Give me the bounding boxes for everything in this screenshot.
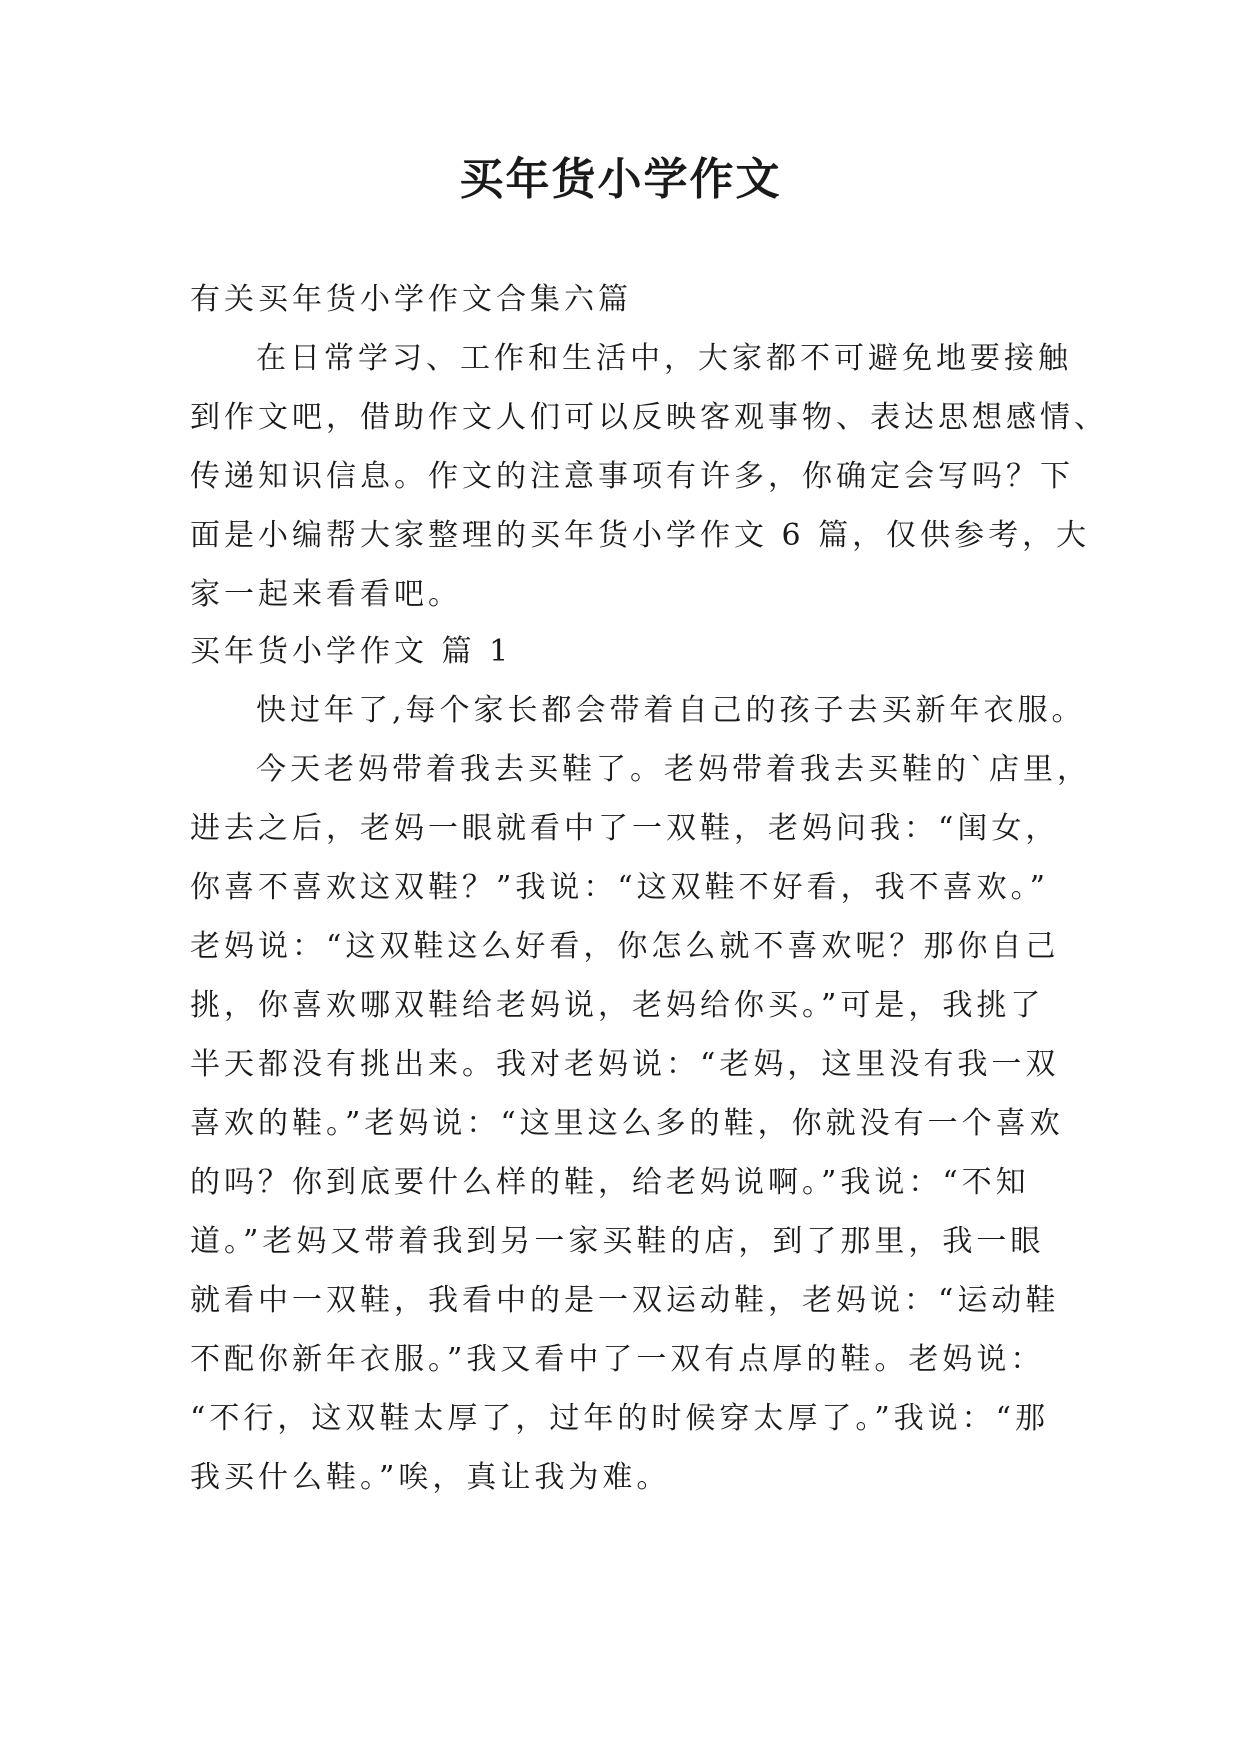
- story-line: 今天老妈带着我去买鞋了。老妈带着我去买鞋的`店里，: [256, 752, 1091, 787]
- section-heading-text: 买年货小学作文 篇 1: [190, 634, 513, 669]
- section-heading: [190, 622, 1064, 681]
- intro-line: 传递知识信息。作文的注意事项有许多，你确定会写吗？下: [190, 459, 1074, 494]
- collection-heading: [190, 270, 1064, 329]
- story-line: 半天都没有挑出来。我对老妈说：“老妈，这里没有我一双: [190, 1047, 1060, 1082]
- story-line: 就看中一双鞋，我看中的是一双运动鞋，老妈说：“运动鞋: [190, 1283, 1060, 1318]
- story-line: 喜欢的鞋。”老妈说：“这里这么多的鞋，你就没有一个喜欢: [190, 1106, 1064, 1141]
- story-line: 快过年了,每个家长都会带着自己的孩子去买新年衣服。: [256, 693, 1086, 728]
- document-title: 买年货小学作文: [459, 154, 782, 205]
- story-line: 的吗？你到底要什么样的鞋，给老妈说啊。”我说：“不知: [190, 1165, 1030, 1200]
- intro-line: 在日常学习、工作和生活中，大家都不可避免地要接触: [256, 341, 1072, 376]
- story-line: 老妈说：“这双鞋这么好看，你怎么就不喜欢呢？那你自己: [190, 929, 1060, 964]
- story-paragraph-1: [190, 681, 1086, 740]
- story-paragraph-2: [190, 740, 1091, 1507]
- story-line: 进去之后，老妈一眼就看中了一双鞋，老妈问我：“闺女，: [190, 811, 1060, 846]
- story-line: 挑，你喜欢哪双鞋给老妈说，老妈给你买。”可是，我挑了: [190, 988, 1045, 1023]
- story-line: 你喜不喜欢这双鞋？”我说：“这双鞋不好看，我不喜欢。”: [190, 870, 1050, 905]
- intro-line: 面是小编帮大家整理的买年货小学作文 6 篇，仅供参考，大: [190, 518, 1091, 553]
- intro-paragraph: [190, 329, 1108, 624]
- story-line: “不行，这双鞋太厚了，过年的时候穿太厚了。”我说：“那: [190, 1401, 1050, 1436]
- intro-line: 家一起来看看吧。: [190, 577, 462, 612]
- collection-heading-text: 有关买年货小学作文合集六篇: [190, 282, 632, 317]
- story-line: 我买什么鞋。”唉，真让我为难。: [190, 1460, 671, 1495]
- story-line: 道。”老妈又带着我到另一家买鞋的店，到了那里，我一眼: [190, 1224, 1045, 1259]
- intro-line: 到作文吧，借助作文人们可以反映客观事物、表达思想感情、: [190, 400, 1108, 435]
- story-line: 不配你新年衣服。”我又看中了一双有点厚的鞋。老妈说：: [190, 1342, 1045, 1377]
